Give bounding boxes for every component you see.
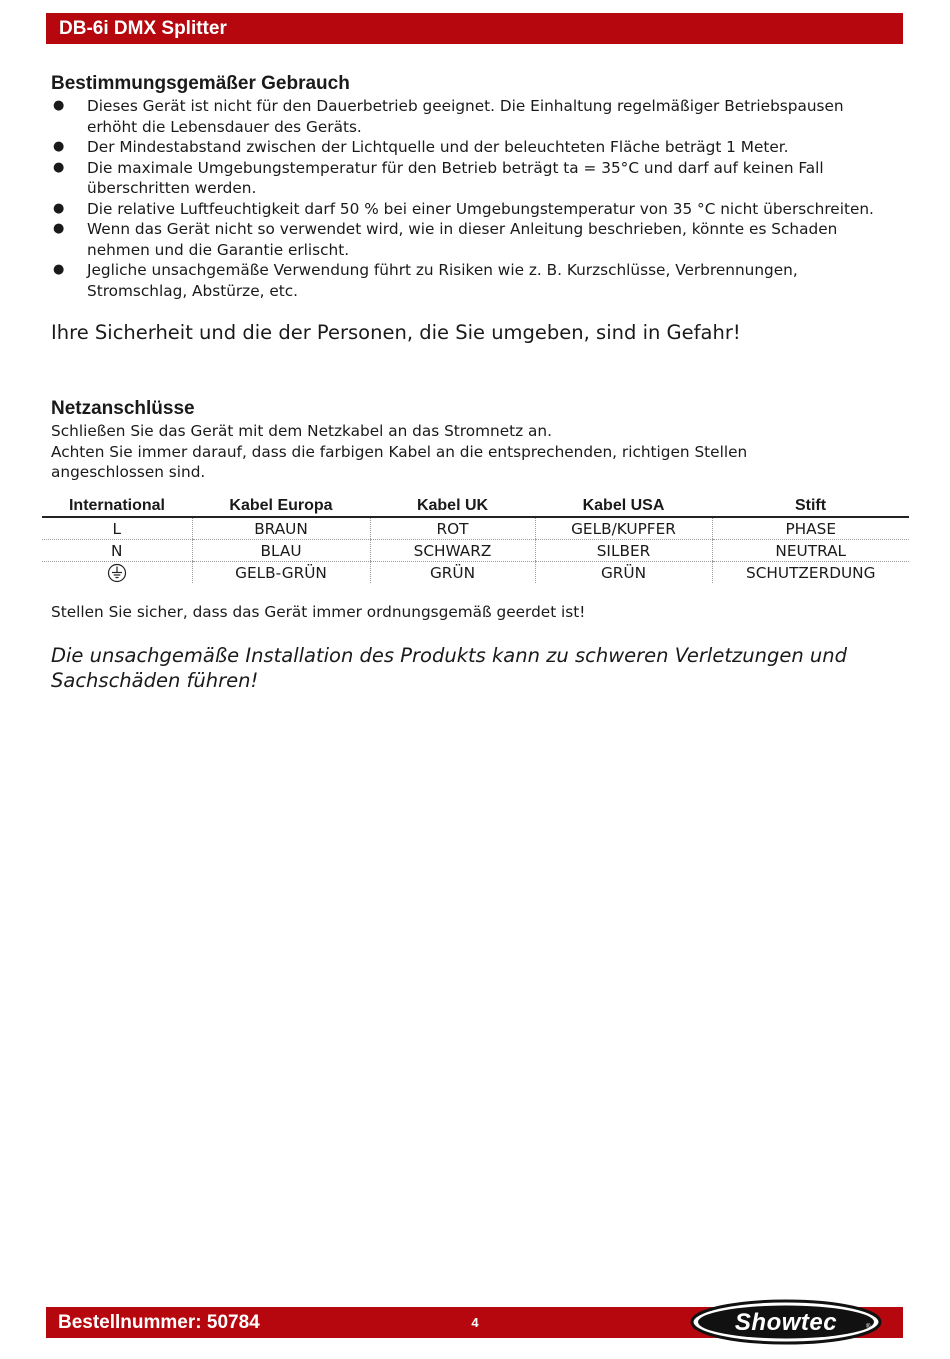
intended-use-heading: Bestimmungsgemäßer Gebrauch — [51, 73, 350, 94]
list-item: ● Wenn das Gerät nicht so verwendet wird, wie in dieser Anleitung beschrieben, könnte es Schaden nehmen und die Garantie erlischt. — [53, 220, 838, 259]
power-section — [51, 397, 911, 483]
column-header: Kabel USA — [535, 495, 712, 517]
page-number: 4 — [471, 1315, 479, 1330]
table-cell: SCHWARZ — [370, 540, 535, 562]
list-item: ● Der Mindestabstand zwischen der Lichtquelle und der beleuchteten Fläche beträgt 1 Meter. — [53, 138, 789, 156]
table-cell: L — [42, 517, 192, 540]
table-header-row — [42, 495, 909, 517]
ground-note: Stellen Sie sicher, dass das Gerät immer ordnungsgemäß geerdet ist! — [51, 603, 586, 621]
bullet-icon: ● — [53, 221, 65, 236]
earth-ground-icon — [107, 563, 127, 583]
table-cell: PHASE — [712, 517, 909, 540]
table-row — [42, 562, 909, 584]
table-row — [42, 540, 909, 562]
table-cell: BRAUN — [192, 517, 370, 540]
table-cell: SILBER — [535, 540, 712, 562]
installation-warning: Die unsachgemäße Installation des Produkts kann zu schweren Verletzungen und Sachschäden führen! — [51, 644, 847, 692]
column-header: Stift — [712, 495, 909, 517]
document-title: DB-6i DMX Splitter — [59, 18, 227, 39]
table-cell: GRÜN — [535, 562, 712, 584]
svg-text:®: ® — [866, 1324, 871, 1330]
table-row — [42, 517, 909, 540]
bullet-icon: ● — [53, 262, 65, 277]
power-line: Achten Sie immer darauf, dass die farbigen Kabel an die entsprechenden, richtigen Stellen — [51, 442, 748, 461]
power-line: angeschlossen sind. — [51, 463, 206, 481]
intended-use-list — [51, 96, 911, 301]
table-cell: NEUTRAL — [712, 540, 909, 562]
order-number: Bestellnummer: 50784 — [58, 1312, 260, 1333]
main-content — [51, 72, 911, 483]
table-cell: N — [42, 540, 192, 562]
bullet-icon: ● — [53, 159, 65, 175]
column-header: Kabel Europa — [192, 495, 370, 517]
power-line: Schließen Sie das Gerät mit dem Netzkabel an das Stromnetz an. — [51, 422, 552, 440]
table-cell: GELB/KUPFER — [535, 517, 712, 540]
logo-icon — [690, 1299, 882, 1345]
list-item: ● Die relative Luftfeuchtigkeit darf 50 % bei einer Umgebungstemperatur von 35 °C nicht überschreiten. — [53, 199, 874, 218]
table-cell: SCHUTZERDUNG — [712, 562, 909, 584]
bullet-icon: ● — [53, 98, 65, 113]
column-header: Kabel UK — [370, 495, 535, 517]
table-cell: BLAU — [192, 540, 370, 562]
bullet-icon: ● — [53, 139, 65, 154]
power-heading: Netzanschlüsse — [51, 398, 195, 419]
list-item: ● Die maximale Umgebungstemperatur für den Betrieb beträgt ta = 35°C und darf auf keinen Fall überschritten werden. — [53, 158, 824, 197]
cable-color-table — [42, 495, 909, 583]
showtec-logo — [690, 1299, 882, 1345]
table-cell — [42, 562, 192, 584]
svg-text:Showtec: Showtec — [734, 1309, 838, 1336]
bullet-icon: ● — [53, 200, 65, 216]
list-item: ● Dieses Gerät ist nicht für den Dauerbetrieb geeignet. Die Einhaltung regelmäßiger Betriebspausen erhöht die Lebensdauer des Geräts. — [53, 97, 844, 136]
list-item: ● Jegliche unsachgemäße Verwendung führt zu Risiken wie z. B. Kurzschlüsse, Verbrennungen, Stromschlag, Abstürze, etc. — [53, 261, 798, 300]
safety-warning: Ihre Sicherheit und die der Personen, die Sie umgeben, sind in Gefahr! — [51, 321, 741, 344]
table-cell: GELB-GRÜN — [192, 562, 370, 584]
column-header: International — [42, 495, 192, 517]
header-bar — [46, 13, 903, 44]
table-cell: ROT — [370, 517, 535, 540]
table-cell: GRÜN — [370, 562, 535, 584]
